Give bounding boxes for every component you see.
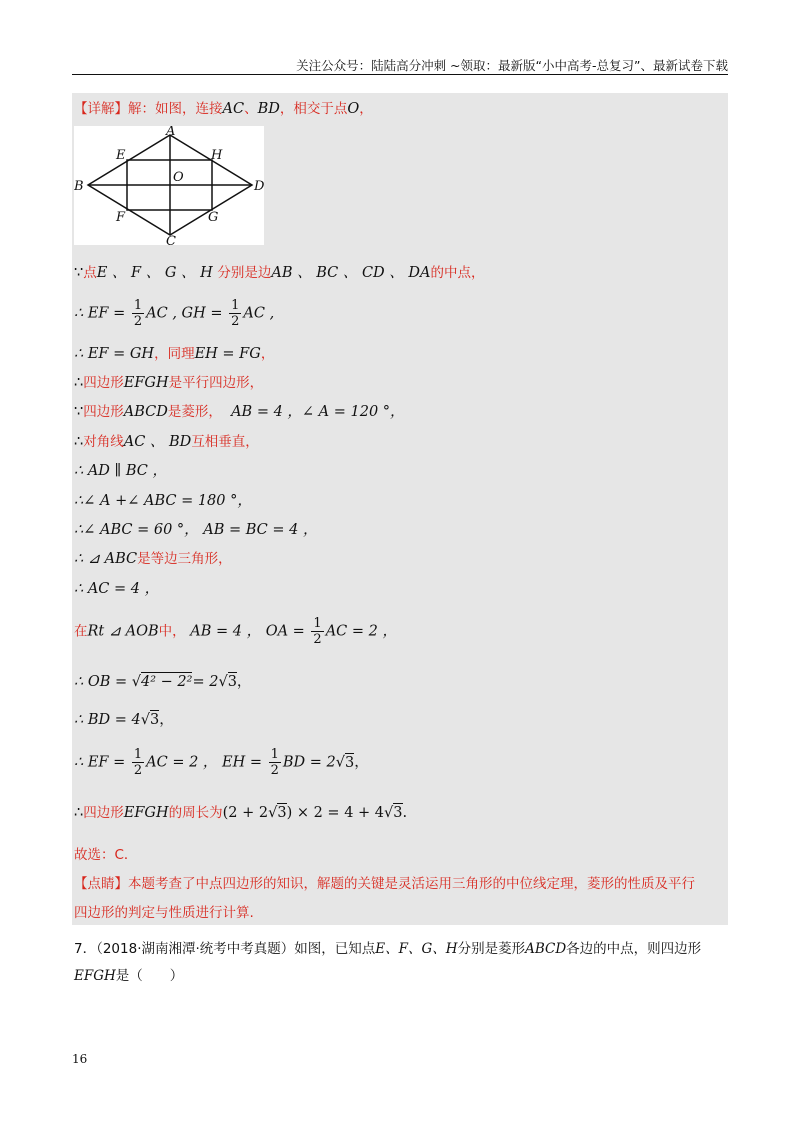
solution-line-12: ∴ AC = 4 ， [74, 581, 160, 597]
detail-tag: 【详解】 [74, 101, 128, 117]
solution-line-5: ∴四边形EFGH是平行四边形， [74, 375, 264, 391]
label-d: D [254, 179, 264, 194]
fraction-half: $\frac{1}{2}$ [231, 298, 240, 329]
label-b: B [74, 179, 84, 194]
solution-line-3: ∴ EF = $\frac{1}{2}$ AC , GH = $\frac{1}{2}$ AC , [74, 298, 275, 329]
label-e: E [116, 148, 126, 163]
fraction-half: $\frac{1}{2}$ [270, 747, 279, 778]
solution-line-1: 【详解】解：如图，连接AC、BD，相交于点O， [74, 101, 373, 117]
solution-line-14: ∴ OB = √4² − 2²= 2√3， [74, 674, 252, 690]
header-divider [72, 74, 728, 75]
solution-line-10: ∴∠ ABC = 60 °， AB = BC = 4 ， [74, 522, 318, 538]
fraction-half: $\frac{1}{2}$ [133, 298, 143, 329]
answer-choice: 故选：C． [74, 847, 138, 863]
solution-line-16: ∴ EF = $\frac{1}{2}$ AC = 2 ， EH = $\frac{1}{2}$ BD = 2√3， [74, 747, 369, 778]
label-a: A [166, 126, 176, 139]
solution-line-17: ∴四边形EFGH的周长为(2 + 2√3) × 2 = 4 + 4√3. [74, 805, 408, 821]
fraction-half: $\frac{1}{2}$ [133, 747, 143, 778]
page-number: 16 [72, 1052, 88, 1066]
key-point-line-1: 【点睛】本题考查了中点四边形的知识，解题的关键是灵活运用三角形的中位线定理，菱形的性质及平行 [74, 876, 695, 892]
label-o: O [173, 170, 184, 185]
solution-line-13: 在Rt ⊿ AOB中， AB = 4 ， OA = $\frac{1}{2}$ AC = 2 ， [74, 616, 397, 647]
label-g: G [208, 210, 219, 225]
solution-line-8: ∴ AD ∥ BC ， [74, 463, 167, 479]
rhombus-diagram [74, 126, 264, 245]
rhombus-figure [74, 126, 264, 245]
label-c: C [166, 234, 176, 245]
solution-line-4: ∴ EF = GH，同理EH = FG， [74, 346, 275, 362]
question-number: 7． [74, 941, 97, 957]
key-point-tag: 【点睛】 [74, 876, 128, 892]
key-point-line-2: 四边形的判定与性质进行计算. [74, 905, 254, 921]
question-7: 7．（2018·湖南湘潭·统考中考真题）如图，已知点E、F、G、H分别是菱形ABCD各边的中点，则四边形 EFGH是（ ） [74, 941, 702, 984]
page-header: 关注公众号：陆陆高分冲刺 ~领取：最新版“小中高考-总复习”、最新试卷下载 [296, 58, 728, 73]
solution-line-6: ∵四边形ABCD是菱形， AB = 4 ，∠ A = 120 °， [74, 404, 405, 420]
solution-line-15: ∴ BD = 4√3， [74, 712, 174, 728]
solution-line-2: ∵点E 、 F 、 G 、 H 分别是边AB 、 BC 、 CD 、 DA的中点， [74, 265, 485, 281]
label-h: H [211, 148, 223, 163]
label-f: F [116, 210, 126, 225]
solution-line-11: ∴ ⊿ ABC是等边三角形， [74, 551, 232, 567]
solution-line-7: ∴对角线AC 、 BD互相垂直， [74, 434, 259, 450]
solution-line-9: ∴∠ A +∠ ABC = 180 °， [74, 493, 252, 509]
fraction-half: $\frac{1}{2}$ [313, 616, 322, 647]
